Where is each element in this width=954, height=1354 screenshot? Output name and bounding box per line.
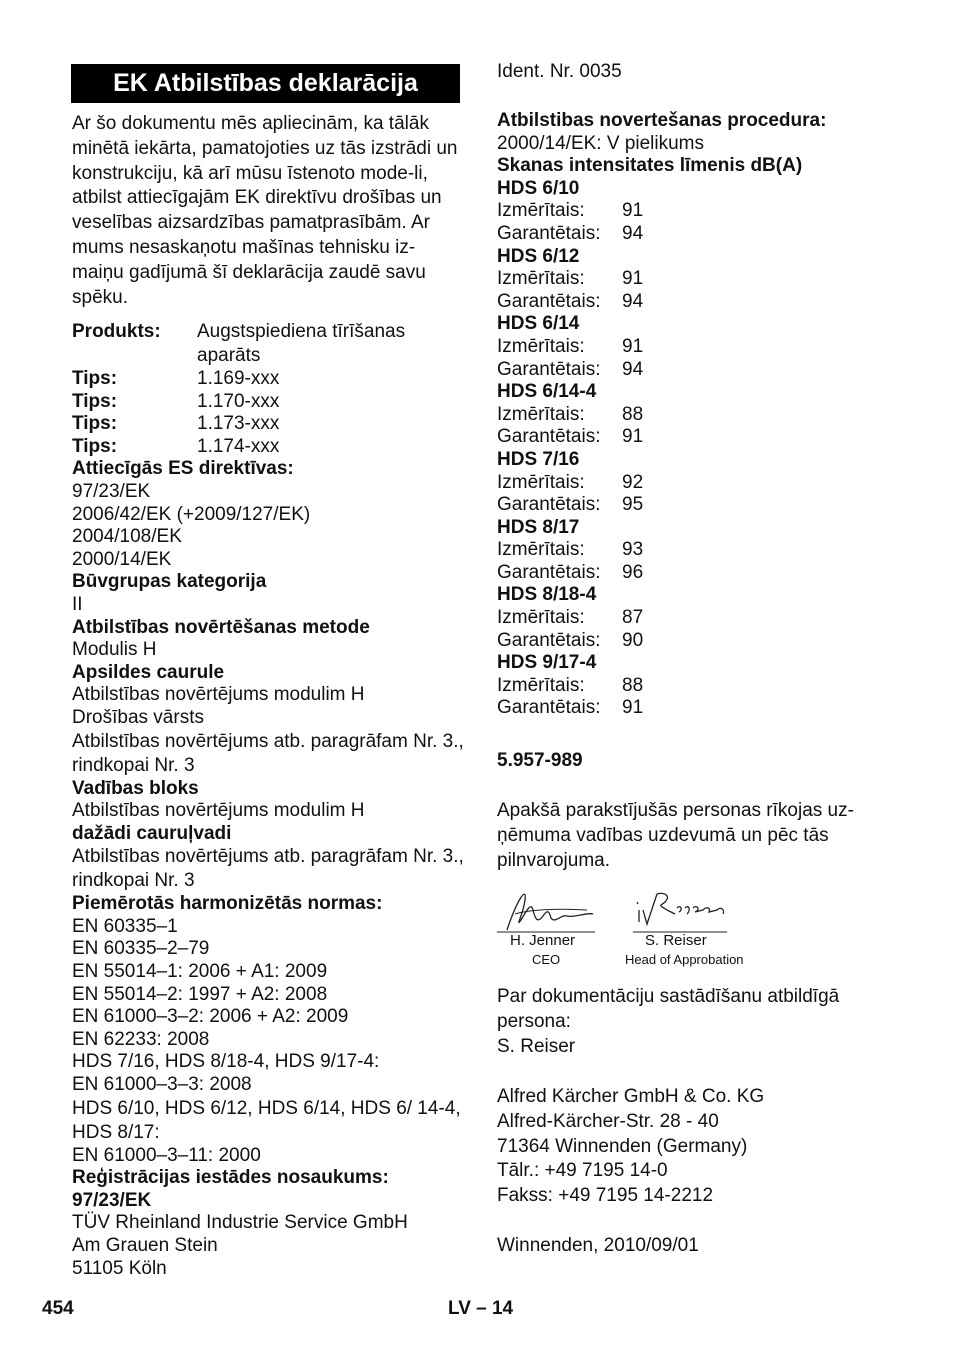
guaranteed-label: Garantētais: bbox=[497, 222, 601, 244]
guaranteed-value: 90 bbox=[622, 629, 644, 651]
type-row bbox=[72, 436, 464, 459]
measured-value: 92 bbox=[622, 471, 644, 493]
directive-item: 97/23/EK bbox=[72, 480, 151, 502]
guaranteed-row bbox=[497, 359, 917, 382]
place-date: Winnenden, 2010/09/01 bbox=[497, 1235, 699, 1256]
guaranteed-value: 91 bbox=[622, 426, 644, 448]
guaranteed-value: 95 bbox=[622, 494, 644, 516]
document-number: 5.957-989 bbox=[497, 750, 583, 771]
model-name: HDS 8/18-4 bbox=[497, 584, 597, 606]
guaranteed-label: Garantētais: bbox=[497, 358, 601, 380]
company-line: Alfred Kärcher GmbH & Co. KG bbox=[497, 1086, 765, 1107]
heating-line: Atbilstības novērtējums atb. paragrāfam Nr. 3., rindkopai Nr. 3 bbox=[72, 730, 464, 776]
guaranteed-label: Garantētais: bbox=[497, 629, 601, 651]
measured-label: Izmērītais: bbox=[497, 471, 585, 493]
measured-row bbox=[497, 607, 917, 630]
guaranteed-value: 91 bbox=[622, 697, 644, 719]
product-row bbox=[72, 320, 464, 368]
norm-item: HDS 7/16, HDS 8/18-4, HDS 9/17-4: bbox=[72, 1051, 380, 1073]
left-column bbox=[72, 320, 464, 1280]
type-value: 1.173-xxx bbox=[197, 413, 280, 435]
type-row bbox=[72, 368, 464, 391]
responsible-name: S. Reiser bbox=[497, 1035, 576, 1057]
directive-item: 2004/108/EK bbox=[72, 526, 182, 548]
measured-label: Izmērītais: bbox=[497, 539, 585, 561]
registry-line: 51105 Köln bbox=[72, 1257, 167, 1279]
norm-item: EN 61000–3–3: 2008 bbox=[72, 1074, 252, 1096]
norm-item: EN 55014–1: 2006 + A1: 2009 bbox=[72, 961, 328, 983]
product-label: Produkts: bbox=[72, 321, 161, 342]
model-name: HDS 6/14-4 bbox=[497, 381, 597, 403]
guaranteed-row bbox=[497, 630, 917, 653]
measured-label: Izmērītais: bbox=[497, 200, 585, 222]
company-line: Tālr.: +49 7195 14-0 bbox=[497, 1160, 668, 1182]
registry-heading: Reģistrācijas iestādes nosaukums: bbox=[72, 1167, 389, 1189]
heating-heading: Apsildes caurule bbox=[72, 661, 225, 683]
type-value: 1.174-xxx bbox=[197, 435, 280, 457]
measured-value: 91 bbox=[622, 268, 644, 290]
measured-row bbox=[497, 404, 917, 427]
norm-item: EN 55014–2: 1997 + A2: 2008 bbox=[72, 983, 328, 1005]
measured-value: 88 bbox=[622, 674, 644, 696]
registry-line: TÜV Rheinland Industrie Service GmbH bbox=[72, 1212, 408, 1234]
type-label: Tips: bbox=[72, 413, 118, 435]
intro-paragraph: Ar šo dokumentu mēs apliecinām, ka tālāk minētā iekārta, pamatojoties uz tās izstrādi un konstrukciju, kā arī mūsu īstenoto mode-li, atbilst attiecīgajām EK direktīvu drošības un veselības aizsardzības pamatprasībām. Ar mums nesaskaņotu mašīnas tehnisku iz-maiņu gadījumā šī deklarācija zaudē savu spēku. bbox=[72, 113, 458, 308]
measured-label: Izmērītais: bbox=[497, 268, 585, 290]
type-row bbox=[72, 413, 464, 436]
guaranteed-value: 94 bbox=[622, 358, 644, 380]
guaranteed-row bbox=[497, 291, 917, 314]
method-heading: Atbilstības novērtēšanas metode bbox=[72, 616, 370, 638]
guaranteed-row bbox=[497, 223, 917, 246]
signing-text: Apakšā parakstījušās personas rīkojas uz-ņēmuma vadības uzdevumā un pēc tās pilnvarojuma. bbox=[497, 800, 854, 871]
signature-image bbox=[497, 880, 777, 940]
guaranteed-value: 94 bbox=[622, 222, 644, 244]
model-name: HDS 6/10 bbox=[497, 177, 580, 199]
control-value: Atbilstības novērtējums modulim H bbox=[72, 800, 365, 822]
company-address bbox=[497, 1085, 917, 1209]
directive-item: 2006/42/EK (+2009/127/EK) bbox=[72, 503, 311, 525]
guaranteed-row bbox=[497, 697, 917, 720]
signatory-role: CEO bbox=[532, 952, 561, 967]
model-name: HDS 8/17 bbox=[497, 516, 580, 538]
registry-line: Am Grauen Stein bbox=[72, 1235, 218, 1256]
company-line: Alfred-Kärcher-Str. 28 - 40 bbox=[497, 1110, 719, 1132]
measured-value: 88 bbox=[622, 403, 644, 425]
norm-item: EN 60335–2–79 bbox=[72, 938, 210, 960]
measured-row bbox=[497, 539, 917, 562]
measured-row bbox=[497, 675, 917, 698]
type-label: Tips: bbox=[72, 435, 118, 457]
measured-label: Izmērītais: bbox=[497, 335, 585, 357]
type-label: Tips: bbox=[72, 390, 118, 412]
guaranteed-label: Garantētais: bbox=[497, 494, 601, 516]
signatory-name: H. Jenner bbox=[510, 932, 576, 949]
directives-heading: Attiecīgās ES direktīvas: bbox=[72, 458, 294, 480]
norm-item: EN 61000–3–2: 2006 + A2: 2009 bbox=[72, 1006, 349, 1028]
norm-item: EN 60335–1 bbox=[72, 915, 178, 937]
pipes-heading: dažādi cauruļvadi bbox=[72, 822, 232, 844]
registry-code: 97/23/EK bbox=[72, 1189, 152, 1211]
guaranteed-value: 94 bbox=[622, 290, 644, 312]
measured-label: Izmērītais: bbox=[497, 607, 585, 629]
norm-item: HDS 6/10, HDS 6/12, HDS 6/14, HDS 6/ 14-4, HDS 8/17: bbox=[72, 1097, 461, 1143]
guaranteed-row bbox=[497, 562, 917, 585]
procedure-heading: Atbilstibas novertešanas procedura: bbox=[497, 110, 827, 131]
sound-model-list bbox=[497, 178, 917, 720]
signatory-role: Head of Approbation bbox=[625, 952, 744, 967]
measured-row bbox=[497, 200, 917, 223]
page-title: EK Atbilstības deklarācija bbox=[71, 64, 460, 103]
guaranteed-row bbox=[497, 494, 917, 517]
measured-row bbox=[497, 472, 917, 495]
guaranteed-label: Garantētais: bbox=[497, 290, 601, 312]
procedure-value: 2000/14/EK: V pielikums bbox=[497, 132, 705, 154]
company-line: Fakss: +49 7195 14-2212 bbox=[497, 1185, 714, 1207]
measured-label: Izmērītais: bbox=[497, 403, 585, 425]
sound-heading: Skanas intensitates līmenis dB(A) bbox=[497, 155, 803, 177]
company-line: 71364 Winnenden (Germany) bbox=[497, 1135, 748, 1157]
pipes-value: Atbilstības novērtējums atb. paragrāfam Nr. 3., rindkopai Nr. 3 bbox=[72, 846, 464, 892]
sound-section bbox=[497, 110, 917, 720]
model-name: HDS 6/14 bbox=[497, 313, 580, 335]
model-name: HDS 6/12 bbox=[497, 245, 580, 267]
signature-area bbox=[497, 880, 777, 970]
signatory-name: S. Reiser bbox=[645, 932, 707, 949]
page-label: LV – 14 bbox=[448, 1298, 514, 1319]
category-heading: Būvgrupas kategorija bbox=[72, 571, 267, 593]
page-number: 454 bbox=[42, 1298, 74, 1319]
responsible-section bbox=[497, 985, 889, 1059]
guaranteed-value: 96 bbox=[622, 561, 644, 583]
method-value: Modulis H bbox=[72, 639, 157, 661]
guaranteed-label: Garantētais: bbox=[497, 561, 601, 583]
type-row bbox=[72, 391, 464, 414]
guaranteed-row bbox=[497, 426, 917, 449]
heating-line: Atbilstības novērtējums modulim H bbox=[72, 684, 365, 706]
measured-value: 87 bbox=[622, 607, 644, 629]
directive-item: 2000/14/EK bbox=[72, 548, 172, 570]
guaranteed-label: Garantētais: bbox=[497, 426, 601, 448]
type-label: Tips: bbox=[72, 368, 118, 389]
norm-item: EN 62233: 2008 bbox=[72, 1028, 210, 1050]
measured-value: 93 bbox=[622, 539, 644, 561]
norms-heading: Piemērotās harmonizētās normas: bbox=[72, 893, 383, 915]
ident-number: Ident. Nr. 0035 bbox=[497, 61, 622, 82]
model-name: HDS 9/17-4 bbox=[497, 652, 597, 674]
measured-value: 91 bbox=[622, 200, 644, 222]
category-value: II bbox=[72, 593, 83, 615]
model-name: HDS 7/16 bbox=[497, 448, 580, 470]
responsible-text: Par dokumentāciju sastādīšanu atbildīgā persona: bbox=[497, 986, 840, 1032]
norm-item: EN 61000–3–11: 2000 bbox=[72, 1144, 261, 1166]
measured-row bbox=[497, 336, 917, 359]
heating-line: Drošības vārsts bbox=[72, 706, 204, 728]
control-heading: Vadības bloks bbox=[72, 777, 199, 799]
product-value: Augstspiediena tīrīšanas aparāts bbox=[197, 321, 406, 366]
measured-row bbox=[497, 268, 917, 291]
type-value: 1.170-xxx bbox=[197, 390, 280, 412]
type-value: 1.169-xxx bbox=[197, 368, 280, 389]
measured-label: Izmērītais: bbox=[497, 674, 585, 696]
guaranteed-label: Garantētais: bbox=[497, 697, 601, 719]
measured-value: 91 bbox=[622, 335, 644, 357]
